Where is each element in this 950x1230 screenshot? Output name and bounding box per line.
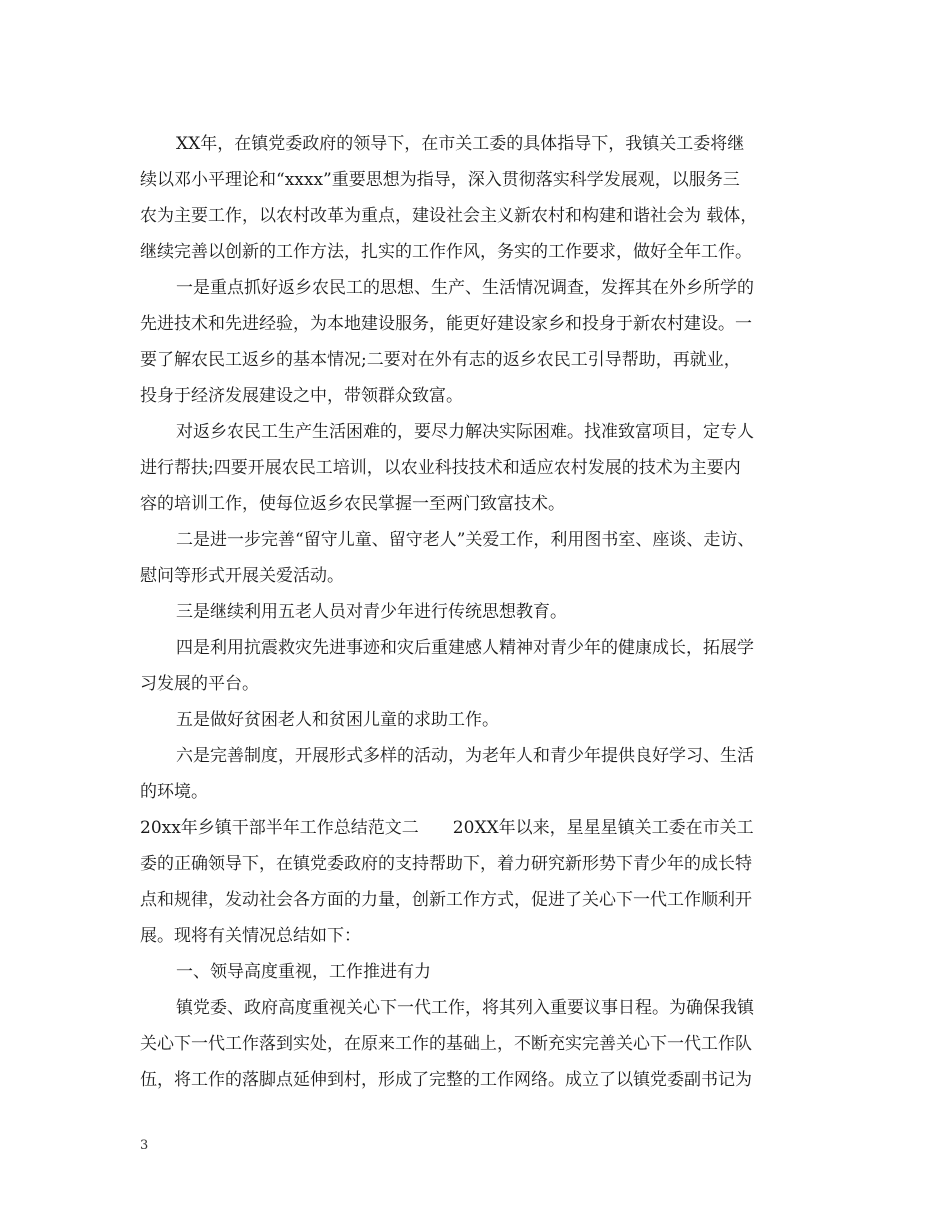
text-line: 点和规律，发动社会各方面的力量，创新工作方式，促进了关心下一代工作顺利开: [140, 890, 752, 910]
document-body: [140, 126, 830, 1098]
text-line: 展。现将有关情况总结如下：: [140, 926, 361, 946]
text-line: 四是利用抗震救灾先进事迹和灾后重建感人精神对青少年的健康成长，拓展学: [176, 638, 754, 658]
text-line: 容的培训工作，使每位返乡农民掌握一至两门致富技术。: [140, 494, 565, 514]
text-line: 六是完善制度，开展形式多样的活动，为老年人和青少年提供良好学习、生活: [176, 746, 754, 766]
text-line: 关心下一代工作落到实处，在原来工作的基础上，不断充实完善关心下一代工作队: [140, 1034, 752, 1054]
text-line: 二是进一步完善“留守儿童、留守老人”关爱工作，利用图书室、座谈、走访、: [176, 530, 755, 550]
text-line: 进行帮扶;四要开展农民工培训，以农业科技技术和适应农村发展的技术为主要内: [140, 458, 741, 478]
text-line: 继续完善以创新的工作方法，扎实的工作作风，务实的工作要求，做好全年工作。: [140, 242, 752, 262]
text-line: 投身于经济发展建设之中，带领群众致富。: [140, 386, 463, 406]
text-line: 先进技术和先进经验，为本地建设服务，能更好建设家乡和投身于新农村建设。一: [140, 314, 752, 334]
text-line: 慰问等形式开展关爱活动。: [140, 566, 344, 586]
text-line: 习发展的平台。: [140, 674, 259, 694]
text-line: 20xx年乡镇干部半年工作总结范文二 20XX年以来，星星星镇关工委在市关工: [140, 818, 754, 838]
page-number: 3: [140, 1138, 149, 1153]
text-line: 一是重点抓好返乡农民工的思想、生产、生活情况调查，发挥其在外乡所学的: [176, 278, 754, 298]
text-line: 委的正确领导下，在镇党委政府的支持帮助下，着力研究新形势下青少年的成长特: [140, 854, 752, 874]
text-line: 三是继续利用五老人员对青少年进行传统思想教育。: [176, 602, 567, 622]
text-line: XX年，在镇党委政府的领导下，在市关工委的具体指导下，我镇关工委将继: [176, 134, 745, 154]
text-line: 一、领导高度重视，工作推进有力: [176, 962, 431, 982]
text-line: 续以邓小平理论和“xxxx”重要思想为指导，深入贯彻落实科学发展观，以服务三: [140, 170, 740, 190]
text-line: 要了解农民工返乡的基本情况;二要对在外有志的返乡农民工引导帮助，再就业，: [140, 350, 741, 370]
text-line: 农为主要工作，以农村改革为重点，建设社会主义新农村和构建和谐社会为 载体，: [140, 206, 758, 226]
text-line: 镇党委、政府高度重视关心下一代工作，将其列入重要议事日程。为确保我镇: [176, 998, 754, 1018]
text-line: 的环境。: [140, 782, 208, 802]
text-line: 伍，将工作的落脚点延伸到村，形成了完整的工作网络。成立了以镇党委副书记为: [140, 1070, 752, 1090]
text-line: 对返乡农民工生产生活困难的，要尽力解决实际困难。找准致富项目，定专人: [176, 422, 754, 442]
text-line: 五是做好贫困老人和贫困儿童的求助工作。: [176, 710, 499, 730]
